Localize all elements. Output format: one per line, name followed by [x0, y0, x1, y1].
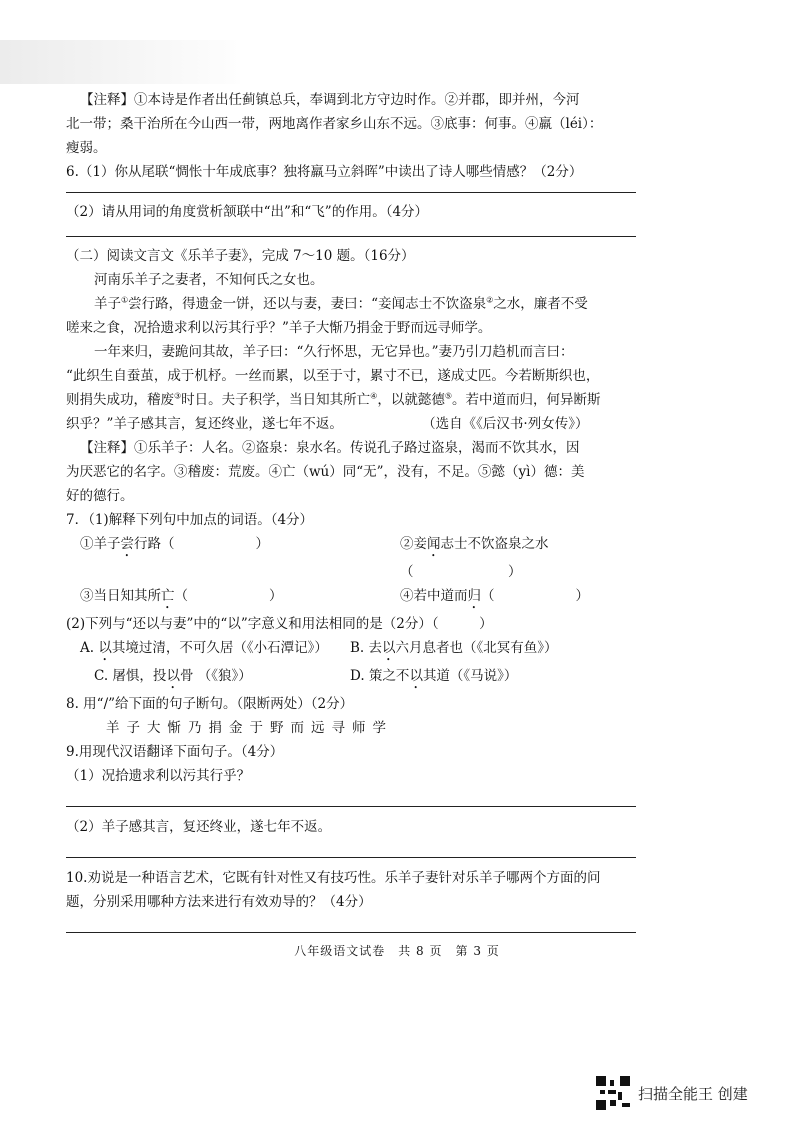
question-9-title: 9.用现代汉语翻译下面句子。（4分）	[66, 744, 284, 760]
question-7-items	[66, 532, 666, 612]
q7-item-2[interactable]: ②妾闻志士不饮盗泉之水（ ）	[400, 536, 549, 580]
question-8-title: 8. 用“/”给下面的句子断句。（限断两处）（2分）	[66, 696, 354, 712]
poem-notes-line2: 北一带；桑干治所在今山西一带，两地离作者家乡山东不远。③底事：何事。④羸（léi）：	[66, 116, 603, 132]
option-d[interactable]: D. 策之不以其道（《马说》）	[350, 668, 518, 684]
scanner-watermark	[596, 1076, 748, 1110]
scanner-text: 扫描全能王 创建	[638, 1084, 748, 1103]
question-10-line1: 10.劝说是一种语言艺术，它既有针对性又有技巧性。乐羊子妻针对乐羊子哪两个方面的问	[66, 870, 601, 886]
passage-para-1: 河南乐羊子之妻者，不知何氏之女也。	[94, 272, 324, 288]
page-footer: 八年级语文试卷 共 8 页 第 3 页	[294, 944, 500, 958]
passage-para-3-line2: “此织生自蚕茧，成于机杼。一丝而累，以至于寸，累寸不已，遂成丈匹。今若断斯织也，	[66, 368, 600, 384]
poem-notes-line3: 瘦弱。	[66, 140, 107, 156]
passage-para-3-line4: 织乎？”羊子感其言，复还终业，遂七年不返。 （选自《《后汉书·列女传》）	[66, 416, 589, 432]
answer-line[interactable]	[66, 857, 636, 858]
passage-source: （选自《《后汉书·列女传》）	[428, 416, 589, 432]
passage-para-3-line1: 一年来归，妻跪问其故，羊子曰：“久行怀思，无它异也。”妻乃引刀趋机而言曰：	[94, 344, 574, 360]
poem-notes-line1: 【注释】①本诗是作者出任蓟镇总兵，奉调到北方守边时作。②并郡，即并州，今河	[66, 88, 666, 112]
passage-notes-line3: 好的德行。	[66, 488, 134, 504]
q7-item-1[interactable]: ①羊子尝行路（ ）	[80, 536, 269, 552]
option-b[interactable]: B. 去以六月息者也（《北冥有鱼》）	[350, 640, 558, 656]
qr-code-icon	[596, 1076, 630, 1110]
answer-line[interactable]	[66, 236, 636, 237]
passage-notes-line2: 为厌恶它的名字。③稽废：荒废。④亡（wú）同“无”，没有，不足。⑤懿（yì）德：美	[66, 464, 585, 480]
answer-line[interactable]	[66, 192, 636, 193]
question-7-2: (2)下列与“还以与妻”中的“以”字意义和用法相同的是（2分）（ ）	[66, 616, 493, 632]
passage-notes-line1: 【注释】①乐羊子：人名。②盗泉：泉水名。传说孔子路过盗泉，渴而不饮其水，因	[66, 436, 666, 460]
q7-item-3[interactable]: ③当日知其所亡（ ）	[80, 588, 283, 604]
passage-para-2-line2: 嗟来之食，况拾遗求利以污其行乎？”羊子大惭乃捐金于野而远寻师学。	[66, 320, 492, 336]
option-a[interactable]: A. 以其境过清，不可久居（《小石潭记》）	[80, 640, 328, 656]
section-2-heading: （二）阅读文言文《乐羊子妻》，完成 7～10 题。（16分）	[66, 248, 415, 264]
question-9-1: （1）况拾遗求利以污其行乎？	[66, 768, 251, 784]
passage-para-3-line3: 则捐失成功，稽废③时日。夫子积学，当日知其所亡④，以就懿德⑤。若中道而归，何异断斯	[66, 391, 601, 408]
question-7-options	[66, 636, 666, 692]
question-9-2: （2）羊子感其言，复还终业，遂七年不返。	[66, 819, 332, 835]
question-7-title: 7．（1)解释下列句中加点的词语。（4分）	[66, 512, 314, 528]
option-c[interactable]: C. 屠惧，投以骨 （《狼》）	[94, 668, 252, 684]
answer-line[interactable]	[66, 932, 636, 933]
notes-label: 【注释】	[80, 92, 134, 108]
question-6-2: （2）请从用词的角度赏析颔联中“出”和“飞”的作用。（4分）	[66, 204, 429, 220]
exam-page	[66, 88, 666, 940]
question-8-sentence: 羊子大惭乃捐金于野而远寻师学	[106, 720, 393, 736]
q7-item-4[interactable]: ④若中道而归（ ）	[400, 588, 589, 604]
passage-para-2-line1: 羊子①尝行路，得遗金一饼，还以与妻，妻曰：“妾闻志士不饮盗泉②之水，廉者不受	[94, 295, 588, 312]
question-10-line2: 题，分别采用哪种方法来进行有效劝导的？（4分）	[66, 894, 372, 910]
notes-label: 【注释】	[80, 440, 134, 456]
answer-line[interactable]	[66, 806, 636, 807]
question-6-1: 6.（1）你从尾联“惆怅十年成底事？独将羸马立斜晖”中读出了诗人哪些情感？（2分）	[66, 164, 583, 180]
scan-smudge	[0, 40, 240, 84]
